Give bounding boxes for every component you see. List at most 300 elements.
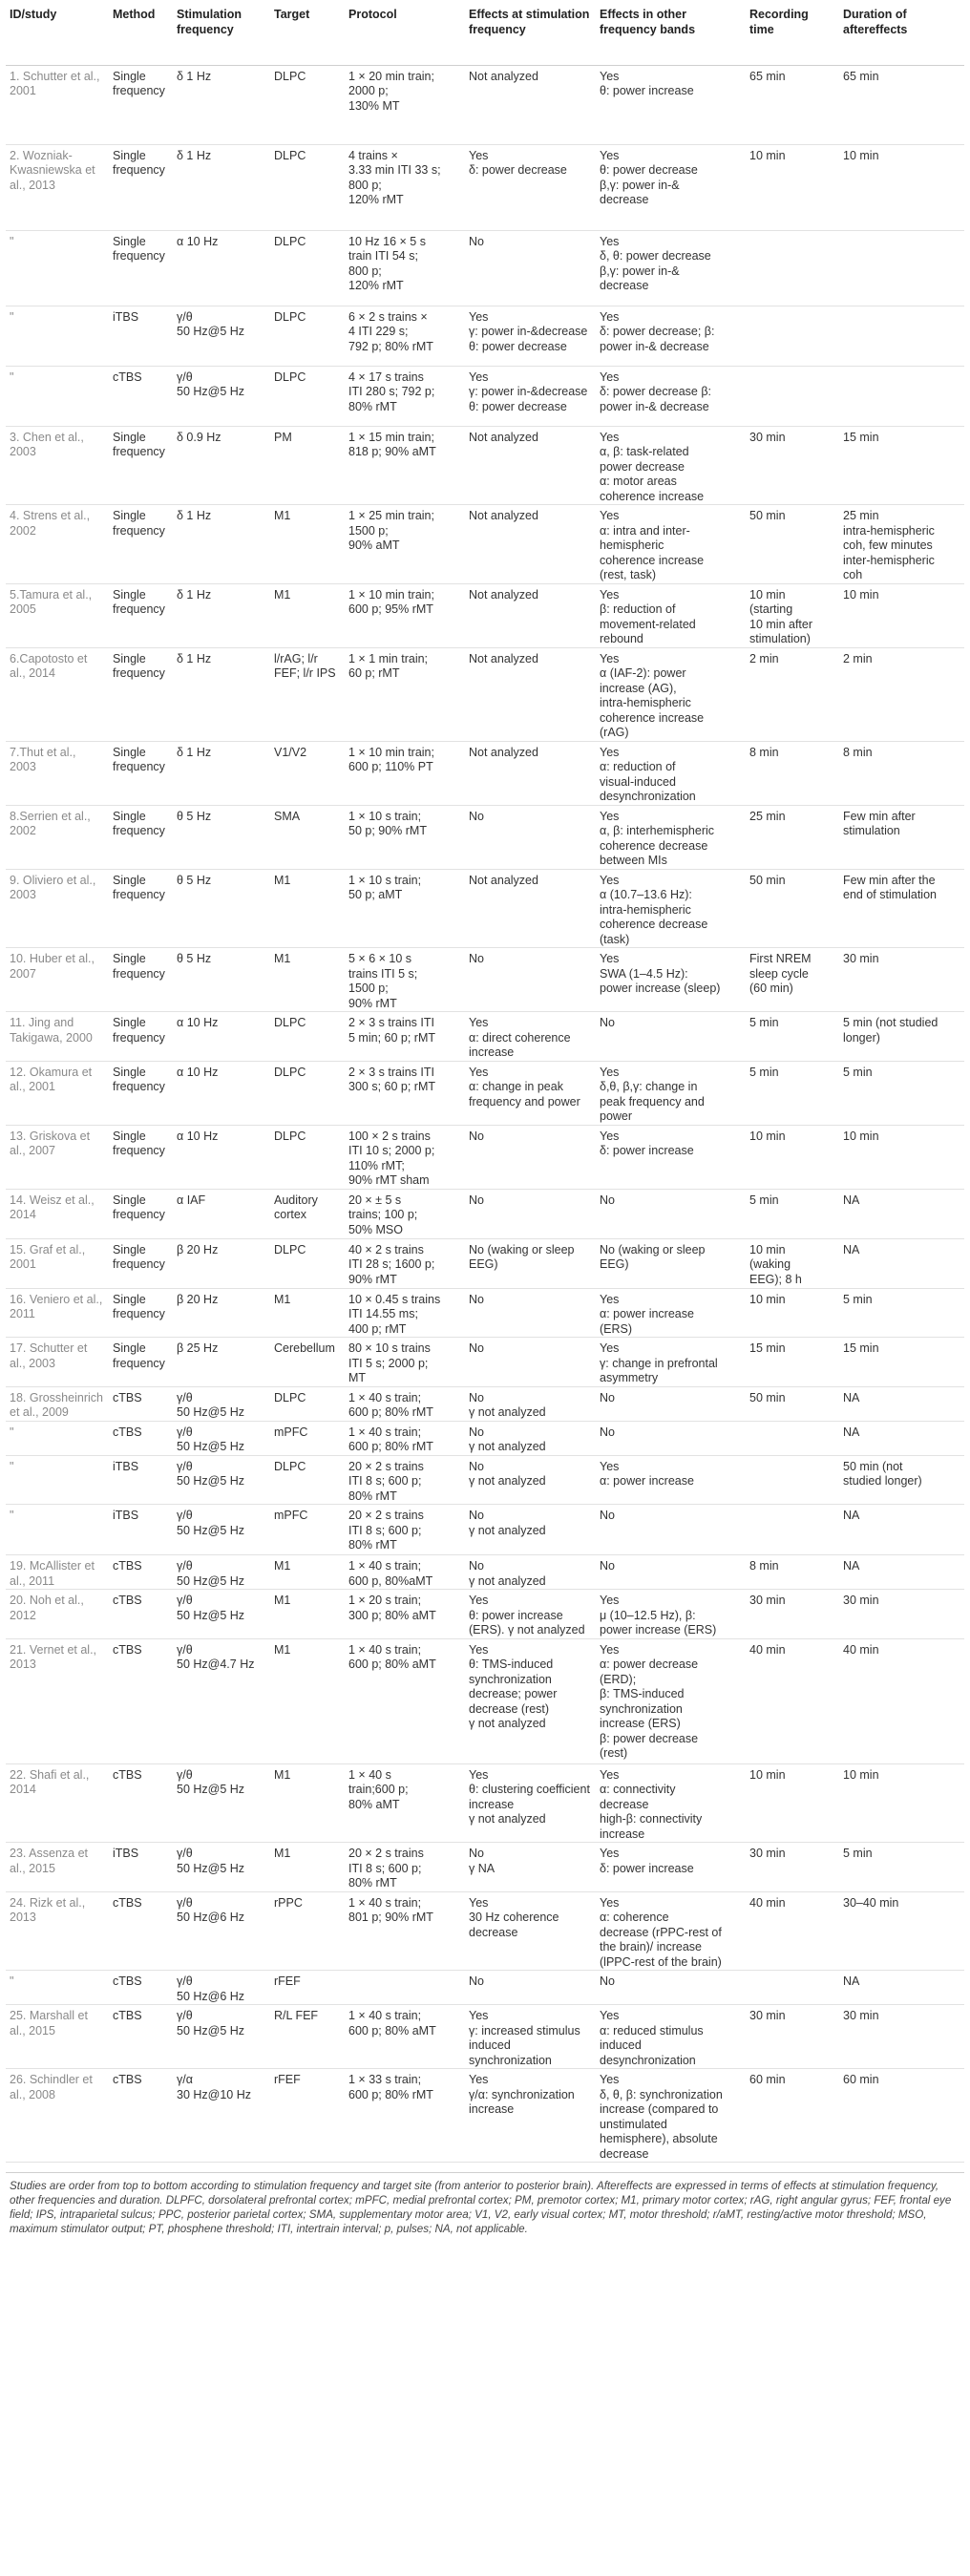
cell-stimulation-frequency: γ/θ 50 Hz@5 Hz [173, 1555, 270, 1590]
cell-effects-at-frequency: Yes 30 Hz coherence decrease [465, 1891, 596, 1971]
cell-stimulation-frequency: β 25 Hz [173, 1338, 270, 1387]
cell-target: R/L FEF [270, 2005, 345, 2069]
cell-stimulation-frequency: θ 5 Hz [173, 869, 270, 948]
cell-protocol: 1 × 40 s train; 600 p; 80% rMT [345, 1421, 465, 1455]
cell-stimulation-frequency: δ 1 Hz [173, 741, 270, 805]
cell-protocol: 1 × 40 s train; 801 p; 90% rMT [345, 1891, 465, 1971]
table-row [6, 1288, 964, 1338]
cell-id-study: " [6, 306, 109, 366]
cell-stimulation-frequency: γ/θ 50 Hz@5 Hz [173, 1763, 270, 1843]
cell-protocol: 20 × 2 s trains ITI 8 s; 600 p; 80% rMT [345, 1455, 465, 1505]
cell-effects-other-bands: Yes α: power increase [596, 1455, 746, 1505]
cell-recording-time [746, 1971, 839, 2005]
cell-effects-other-bands: No [596, 1189, 746, 1238]
cell-protocol: 1 × 20 s train; 300 p; 80% aMT [345, 1590, 465, 1639]
cell-target: Auditory cortex [270, 1189, 345, 1238]
cell-duration-aftereffects: NA [839, 1238, 964, 1288]
cell-id-study: 17. Schutter et al., 2003 [6, 1338, 109, 1387]
cell-stimulation-frequency: γ/θ 50 Hz@4.7 Hz [173, 1638, 270, 1763]
cell-recording-time [746, 230, 839, 306]
cell-target: M1 [270, 948, 345, 1012]
cell-effects-other-bands: No [596, 1386, 746, 1421]
table-row [6, 2005, 964, 2069]
cell-method: iTBS [109, 1843, 173, 1892]
table-row [6, 1386, 964, 1421]
cell-duration-aftereffects: NA [839, 1555, 964, 1590]
cell-target: DLPC [270, 1061, 345, 1125]
cell-protocol: 20 × 2 s trains ITI 8 s; 600 p; 80% rMT [345, 1843, 465, 1892]
cell-effects-at-frequency: Not analyzed [465, 741, 596, 805]
cell-protocol: 4 trains × 3.33 min ITI 33 s; 800 p; 120% rMT [345, 144, 465, 230]
cell-effects-other-bands: No [596, 1012, 746, 1062]
cell-effects-other-bands: Yes θ: power increase [596, 65, 746, 144]
cell-stimulation-frequency: γ/α 30 Hz@10 Hz [173, 2069, 270, 2163]
cell-effects-at-frequency: Yes δ: power decrease [465, 144, 596, 230]
cell-target: mPFC [270, 1505, 345, 1555]
cell-protocol: 1 × 25 min train; 1500 p; 90% aMT [345, 505, 465, 584]
cell-effects-at-frequency: No [465, 1971, 596, 2005]
cell-target: M1 [270, 505, 345, 584]
cell-recording-time: 5 min [746, 1012, 839, 1062]
cell-effects-at-frequency: No γ not analyzed [465, 1421, 596, 1455]
cell-protocol: 1 × 10 s train; 50 p; aMT [345, 869, 465, 948]
header-duration-of-aftereffects: Duration of aftereffects [839, 6, 964, 65]
cell-method: cTBS [109, 1421, 173, 1455]
cell-effects-at-frequency: Not analyzed [465, 869, 596, 948]
table-row [6, 1012, 964, 1062]
table-row [6, 647, 964, 741]
cell-method: Single frequency [109, 505, 173, 584]
cell-protocol: 1 × 40 s train; 600 p; 80% aMT [345, 2005, 465, 2069]
cell-recording-time: 8 min [746, 1555, 839, 1590]
cell-target: DLPC [270, 1455, 345, 1505]
cell-effects-other-bands: Yes β: reduction of movement-related rebound [596, 583, 746, 647]
cell-protocol: 1 × 10 min train; 600 p; 110% PT [345, 741, 465, 805]
cell-method: Single frequency [109, 948, 173, 1012]
table-row [6, 1189, 964, 1238]
cell-protocol: 1 × 40 s train; 600 p, 80%aMT [345, 1555, 465, 1590]
cell-protocol: 1 × 20 min train; 2000 p; 130% MT [345, 65, 465, 144]
cell-stimulation-frequency: θ 5 Hz [173, 948, 270, 1012]
cell-effects-other-bands: Yes α: reduction of visual-induced desynchronization [596, 741, 746, 805]
cell-protocol [345, 1971, 465, 2005]
cell-method: Single frequency [109, 1238, 173, 1288]
header-stimulation-frequency: Stimulation frequency [173, 6, 270, 65]
cell-stimulation-frequency: α 10 Hz [173, 1061, 270, 1125]
cell-method: Single frequency [109, 1125, 173, 1189]
cell-recording-time: 5 min [746, 1061, 839, 1125]
cell-method: Single frequency [109, 1012, 173, 1062]
cell-stimulation-frequency: γ/θ 50 Hz@5 Hz [173, 1455, 270, 1505]
cell-protocol: 80 × 10 s trains ITI 5 s; 2000 p; MT [345, 1338, 465, 1387]
cell-recording-time: First NREM sleep cycle (60 min) [746, 948, 839, 1012]
cell-recording-time: 5 min [746, 1189, 839, 1238]
cell-protocol: 2 × 3 s trains ITI 5 min; 60 p; rMT [345, 1012, 465, 1062]
cell-recording-time: 60 min [746, 2069, 839, 2163]
cell-recording-time: 30 min [746, 1590, 839, 1639]
cell-recording-time [746, 1505, 839, 1555]
cell-effects-other-bands: Yes γ: change in prefrontal asymmetry [596, 1338, 746, 1387]
cell-method: Single frequency [109, 1288, 173, 1338]
cell-effects-at-frequency: Yes γ: increased stimulus induced synchronization [465, 2005, 596, 2069]
cell-target: DLPC [270, 366, 345, 426]
table-row [6, 1061, 964, 1125]
cell-target: DLPC [270, 1238, 345, 1288]
cell-duration-aftereffects: 25 min intra-hemispheric coh, few minutes inter-hemispheric coh [839, 505, 964, 584]
cell-recording-time: 10 min [746, 144, 839, 230]
cell-stimulation-frequency: δ 1 Hz [173, 65, 270, 144]
cell-id-study: 26. Schindler et al., 2008 [6, 2069, 109, 2163]
cell-effects-at-frequency: Not analyzed [465, 647, 596, 741]
footnote-text: Studies are order from top to bottom according to stimulation frequency and target site (from anterior to posterior brain). Aftereffects are expressed in terms of effects at stimulation frequency, other frequencies and duration. DLPFC, dorsolateral prefrontal cortex; mPFC, medial prefrontal cortex; PM, premotor cortex; M1, primary motor cortex; rAG, right angular gyrus; FEF, frontal eye field; IPS, intraparietal sulcus; PPC, posterior parietal cortex; SMA, supplementary motor area; V1, V2, early visual cortex; MT, motor threshold; r/aMT, resting/active motor threshold; MSO, maximum stimulator output; PT, phosphene threshold; ITI, intertrain interval; p, pulses; NA, not applicable. [10, 2180, 952, 2235]
cell-recording-time [746, 366, 839, 426]
cell-method: Single frequency [109, 1061, 173, 1125]
cell-id-study: 4. Strens et al., 2002 [6, 505, 109, 584]
table-row [6, 505, 964, 584]
cell-duration-aftereffects: 30 min [839, 2005, 964, 2069]
cell-target: M1 [270, 1638, 345, 1763]
cell-id-study: " [6, 230, 109, 306]
cell-effects-at-frequency: Not analyzed [465, 65, 596, 144]
cell-stimulation-frequency: δ 0.9 Hz [173, 426, 270, 505]
cell-duration-aftereffects: NA [839, 1386, 964, 1421]
cell-stimulation-frequency: γ/θ 50 Hz@5 Hz [173, 2005, 270, 2069]
cell-target: M1 [270, 1590, 345, 1639]
table-row [6, 1338, 964, 1387]
cell-protocol: 10 Hz 16 × 5 s train ITI 54 s; 800 p; 120% rMT [345, 230, 465, 306]
cell-effects-at-frequency: Yes α: direct coherence increase [465, 1012, 596, 1062]
cell-stimulation-frequency: γ/θ 50 Hz@5 Hz [173, 1386, 270, 1421]
cell-recording-time: 2 min [746, 647, 839, 741]
cell-id-study: 15. Graf et al., 2001 [6, 1238, 109, 1288]
cell-stimulation-frequency: δ 1 Hz [173, 647, 270, 741]
cell-target: M1 [270, 583, 345, 647]
cell-duration-aftereffects: NA [839, 1505, 964, 1555]
cell-method: cTBS [109, 1763, 173, 1843]
cell-duration-aftereffects [839, 306, 964, 366]
table-row [6, 1891, 964, 1971]
cell-recording-time: 30 min [746, 1843, 839, 1892]
cell-stimulation-frequency: θ 5 Hz [173, 805, 270, 869]
cell-method: Single frequency [109, 426, 173, 505]
header-id-study: ID/study [6, 6, 109, 65]
table-row [6, 869, 964, 948]
cell-effects-at-frequency: Yes α: change in peak frequency and power [465, 1061, 596, 1125]
cell-id-study: 13. Griskova et al., 2007 [6, 1125, 109, 1189]
cell-duration-aftereffects: 5 min [839, 1843, 964, 1892]
cell-target: M1 [270, 1555, 345, 1590]
table-header-row [6, 6, 964, 65]
cell-effects-at-frequency: No [465, 805, 596, 869]
cell-effects-at-frequency: Yes γ/α: synchronization increase [465, 2069, 596, 2163]
cell-method: Single frequency [109, 1189, 173, 1238]
cell-id-study: 8.Serrien et al., 2002 [6, 805, 109, 869]
cell-method: cTBS [109, 1555, 173, 1590]
cell-stimulation-frequency: γ/θ 50 Hz@6 Hz [173, 1971, 270, 2005]
cell-method: Single frequency [109, 144, 173, 230]
cell-target: DLPC [270, 306, 345, 366]
cell-target: M1 [270, 1288, 345, 1338]
table-row [6, 306, 964, 366]
cell-protocol: 1 × 10 min train; 600 p; 95% rMT [345, 583, 465, 647]
cell-target: SMA [270, 805, 345, 869]
cell-effects-other-bands: Yes α: intra and inter- hemispheric coherence increase (rest, task) [596, 505, 746, 584]
cell-effects-at-frequency: Yes θ: power increase (ERS). γ not analyzed [465, 1590, 596, 1639]
cell-method: Single frequency [109, 1338, 173, 1387]
table-row [6, 426, 964, 505]
cell-effects-at-frequency: No [465, 1288, 596, 1338]
cell-effects-at-frequency: No [465, 1189, 596, 1238]
cell-duration-aftereffects: 30 min [839, 948, 964, 1012]
cell-effects-other-bands: Yes α: coherence decrease (rPPC-rest of the brain)/ increase (lPPC-rest of the brain) [596, 1891, 746, 1971]
cell-effects-other-bands: No [596, 1505, 746, 1555]
cell-id-study: " [6, 1505, 109, 1555]
cell-duration-aftereffects: 10 min [839, 583, 964, 647]
cell-protocol: 1 × 33 s train; 600 p; 80% rMT [345, 2069, 465, 2163]
cell-method: cTBS [109, 1971, 173, 2005]
cell-recording-time: 15 min [746, 1338, 839, 1387]
cell-stimulation-frequency: δ 1 Hz [173, 505, 270, 584]
cell-protocol: 1 × 15 min train; 818 p; 90% aMT [345, 426, 465, 505]
cell-recording-time: 40 min [746, 1891, 839, 1971]
cell-recording-time: 65 min [746, 65, 839, 144]
cell-method: cTBS [109, 2005, 173, 2069]
cell-id-study: 25. Marshall et al., 2015 [6, 2005, 109, 2069]
cell-method: cTBS [109, 1590, 173, 1639]
cell-effects-other-bands: Yes δ: power increase [596, 1843, 746, 1892]
cell-target: M1 [270, 1763, 345, 1843]
cell-duration-aftereffects: 60 min [839, 2069, 964, 2163]
cell-recording-time [746, 1455, 839, 1505]
cell-recording-time: 50 min [746, 1386, 839, 1421]
cell-id-study: 21. Vernet et al., 2013 [6, 1638, 109, 1763]
cell-duration-aftereffects: 10 min [839, 1763, 964, 1843]
cell-duration-aftereffects: 5 min [839, 1061, 964, 1125]
cell-effects-other-bands: Yes δ: power increase [596, 1125, 746, 1189]
cell-effects-at-frequency: Not analyzed [465, 583, 596, 647]
cell-effects-other-bands: Yes μ (10–12.5 Hz), β: power increase (ERS) [596, 1590, 746, 1639]
cell-protocol: 20 × ± 5 s trains; 100 p; 50% MSO [345, 1189, 465, 1238]
cell-effects-other-bands: Yes α: connectivity decrease high-β: connectivity increase [596, 1763, 746, 1843]
table-row [6, 741, 964, 805]
cell-method: Single frequency [109, 583, 173, 647]
cell-id-study: 18. Grossheinrich et al., 2009 [6, 1386, 109, 1421]
table-row [6, 1763, 964, 1843]
cell-target: mPFC [270, 1421, 345, 1455]
cell-duration-aftereffects: 30–40 min [839, 1891, 964, 1971]
cell-method: cTBS [109, 1638, 173, 1763]
cell-protocol: 10 × 0.45 s trains ITI 14.55 ms; 400 p; rMT [345, 1288, 465, 1338]
cell-method: cTBS [109, 1891, 173, 1971]
cell-stimulation-frequency: α 10 Hz [173, 1012, 270, 1062]
cell-protocol: 1 × 40 s train; 600 p; 80% rMT [345, 1386, 465, 1421]
cell-effects-other-bands: Yes α (IAF-2): power increase (AG), intra-hemispheric coherence increase (rAG) [596, 647, 746, 741]
table-row [6, 1843, 964, 1892]
cell-effects-other-bands: Yes α: power increase (ERS) [596, 1288, 746, 1338]
table-row [6, 1421, 964, 1455]
cell-id-study: 7.Thut et al., 2003 [6, 741, 109, 805]
cell-method: Single frequency [109, 230, 173, 306]
cell-duration-aftereffects: NA [839, 1421, 964, 1455]
cell-id-study: 16. Veniero et al., 2011 [6, 1288, 109, 1338]
table-row [6, 1971, 964, 2005]
cell-duration-aftereffects: 15 min [839, 426, 964, 505]
table-row [6, 230, 964, 306]
table-row [6, 65, 964, 144]
cell-duration-aftereffects: NA [839, 1971, 964, 2005]
table-row [6, 1638, 964, 1763]
table-row [6, 1555, 964, 1590]
cell-effects-other-bands: Yes θ: power decrease β,γ: power in-& decrease [596, 144, 746, 230]
table-row [6, 144, 964, 230]
tms-studies-table [6, 6, 964, 2163]
cell-target: DLPC [270, 1012, 345, 1062]
cell-method: iTBS [109, 1455, 173, 1505]
cell-effects-at-frequency: No [465, 1338, 596, 1387]
cell-target: DLPC [270, 1125, 345, 1189]
cell-target: M1 [270, 1843, 345, 1892]
cell-recording-time: 40 min [746, 1638, 839, 1763]
cell-effects-at-frequency: No γ not analyzed [465, 1386, 596, 1421]
cell-stimulation-frequency: δ 1 Hz [173, 144, 270, 230]
cell-target: rFEF [270, 2069, 345, 2163]
cell-target: DLPC [270, 230, 345, 306]
cell-recording-time: 30 min [746, 426, 839, 505]
header-protocol: Protocol [345, 6, 465, 65]
cell-duration-aftereffects: Few min after stimulation [839, 805, 964, 869]
cell-id-study: 3. Chen et al., 2003 [6, 426, 109, 505]
cell-target: l/rAG; l/r FEF; l/r IPS [270, 647, 345, 741]
cell-id-study: " [6, 366, 109, 426]
cell-effects-other-bands: No [596, 1555, 746, 1590]
cell-protocol: 1 × 10 s train; 50 p; 90% rMT [345, 805, 465, 869]
cell-effects-at-frequency: No (waking or sleep EEG) [465, 1238, 596, 1288]
cell-duration-aftereffects: 8 min [839, 741, 964, 805]
cell-effects-other-bands: Yes α, β: interhemispheric coherence decrease between MIs [596, 805, 746, 869]
cell-stimulation-frequency: γ/θ 50 Hz@6 Hz [173, 1891, 270, 1971]
cell-recording-time: 10 min (starting 10 min after stimulation) [746, 583, 839, 647]
cell-target: M1 [270, 869, 345, 948]
cell-effects-at-frequency: No γ NA [465, 1843, 596, 1892]
cell-effects-at-frequency: Not analyzed [465, 426, 596, 505]
cell-method: cTBS [109, 1386, 173, 1421]
cell-id-study: 19. McAllister et al., 2011 [6, 1555, 109, 1590]
cell-effects-at-frequency: No γ not analyzed [465, 1505, 596, 1555]
cell-stimulation-frequency: γ/θ 50 Hz@5 Hz [173, 1590, 270, 1639]
cell-id-study: 5.Tamura et al., 2005 [6, 583, 109, 647]
cell-id-study: 6.Capotosto et al., 2014 [6, 647, 109, 741]
header-method: Method [109, 6, 173, 65]
cell-target: DLPC [270, 144, 345, 230]
cell-duration-aftereffects: 65 min [839, 65, 964, 144]
cell-id-study: 10. Huber et al., 2007 [6, 948, 109, 1012]
cell-id-study: 24. Rizk et al., 2013 [6, 1891, 109, 1971]
cell-protocol: 1 × 40 s train;600 p; 80% aMT [345, 1763, 465, 1843]
cell-protocol: 6 × 2 s trains × 4 ITI 229 s; 792 p; 80% rMT [345, 306, 465, 366]
cell-duration-aftereffects: 50 min (not studied longer) [839, 1455, 964, 1505]
cell-protocol: 4 × 17 s trains ITI 280 s; 792 p; 80% rMT [345, 366, 465, 426]
cell-recording-time [746, 306, 839, 366]
cell-effects-at-frequency: No γ not analyzed [465, 1555, 596, 1590]
cell-effects-other-bands: Yes δ,θ, β,γ: change in peak frequency and power [596, 1061, 746, 1125]
cell-duration-aftereffects: 40 min [839, 1638, 964, 1763]
cell-effects-other-bands: Yes α: power decrease (ERD); β: TMS-induced synchronization increase (ERS) β: power decrease (rest) [596, 1638, 746, 1763]
cell-id-study: " [6, 1971, 109, 2005]
table-row [6, 1125, 964, 1189]
cell-protocol: 5 × 6 × 10 s trains ITI 5 s; 1500 p; 90% rMT [345, 948, 465, 1012]
cell-method: Single frequency [109, 805, 173, 869]
cell-stimulation-frequency: α IAF [173, 1189, 270, 1238]
cell-duration-aftereffects [839, 230, 964, 306]
cell-effects-other-bands: Yes α: reduced stimulus induced desynchronization [596, 2005, 746, 2069]
cell-id-study: " [6, 1421, 109, 1455]
cell-effects-other-bands: Yes SWA (1–4.5 Hz): power increase (sleep) [596, 948, 746, 1012]
cell-protocol: 40 × 2 s trains ITI 28 s; 1600 p; 90% rMT [345, 1238, 465, 1288]
cell-method: Single frequency [109, 741, 173, 805]
cell-stimulation-frequency: α 10 Hz [173, 230, 270, 306]
cell-id-study: 20. Noh et al., 2012 [6, 1590, 109, 1639]
cell-effects-other-bands: Yes δ: power decrease β: power in-& decrease [596, 366, 746, 426]
cell-method: Single frequency [109, 869, 173, 948]
cell-id-study: 22. Shafi et al., 2014 [6, 1763, 109, 1843]
cell-id-study: 12. Okamura et al., 2001 [6, 1061, 109, 1125]
table-row [6, 366, 964, 426]
cell-effects-other-bands: Yes δ, θ: power decrease β,γ: power in-& decrease [596, 230, 746, 306]
header-target: Target [270, 6, 345, 65]
cell-recording-time: 10 min [746, 1288, 839, 1338]
cell-duration-aftereffects [839, 366, 964, 426]
cell-id-study: 2. Wozniak-Kwasniewska et al., 2013 [6, 144, 109, 230]
cell-recording-time: 8 min [746, 741, 839, 805]
cell-stimulation-frequency: γ/θ 50 Hz@5 Hz [173, 1421, 270, 1455]
table-row [6, 948, 964, 1012]
cell-stimulation-frequency: γ/θ 50 Hz@5 Hz [173, 366, 270, 426]
cell-stimulation-frequency: γ/θ 50 Hz@5 Hz [173, 1505, 270, 1555]
cell-stimulation-frequency: γ/θ 50 Hz@5 Hz [173, 306, 270, 366]
cell-effects-at-frequency: No [465, 230, 596, 306]
cell-effects-other-bands: Yes δ, θ, β: synchronization increase (compared to unstimulated hemisphere), absolute decrease [596, 2069, 746, 2163]
cell-target: DLPC [270, 65, 345, 144]
header-effects-at-stimulation-frequency: Effects at stimulation frequency [465, 6, 596, 65]
cell-recording-time: 50 min [746, 869, 839, 948]
table-row [6, 2069, 964, 2163]
table-row [6, 583, 964, 647]
cell-protocol: 1 × 1 min train; 60 p; rMT [345, 647, 465, 741]
cell-target: Cerebellum [270, 1338, 345, 1387]
cell-duration-aftereffects: 30 min [839, 1590, 964, 1639]
cell-method: Single frequency [109, 647, 173, 741]
cell-id-study: " [6, 1455, 109, 1505]
cell-effects-at-frequency: Yes γ: power in-&decrease θ: power decrease [465, 306, 596, 366]
cell-effects-at-frequency: No [465, 948, 596, 1012]
cell-recording-time: 50 min [746, 505, 839, 584]
cell-target: V1/V2 [270, 741, 345, 805]
cell-effects-other-bands: No [596, 1971, 746, 2005]
cell-duration-aftereffects: NA [839, 1189, 964, 1238]
cell-id-study: 9. Oliviero et al., 2003 [6, 869, 109, 948]
cell-protocol: 1 × 40 s train; 600 p; 80% aMT [345, 1638, 465, 1763]
cell-duration-aftereffects: 10 min [839, 144, 964, 230]
table-row [6, 1590, 964, 1639]
cell-method: Single frequency [109, 65, 173, 144]
cell-effects-at-frequency: No γ not analyzed [465, 1455, 596, 1505]
cell-method: iTBS [109, 1505, 173, 1555]
cell-target: rFEF [270, 1971, 345, 2005]
cell-recording-time: 30 min [746, 2005, 839, 2069]
cell-stimulation-frequency: β 20 Hz [173, 1238, 270, 1288]
cell-protocol: 2 × 3 s trains ITI 300 s; 60 p; rMT [345, 1061, 465, 1125]
cell-effects-at-frequency: Yes γ: power in-&decrease θ: power decrease [465, 366, 596, 426]
